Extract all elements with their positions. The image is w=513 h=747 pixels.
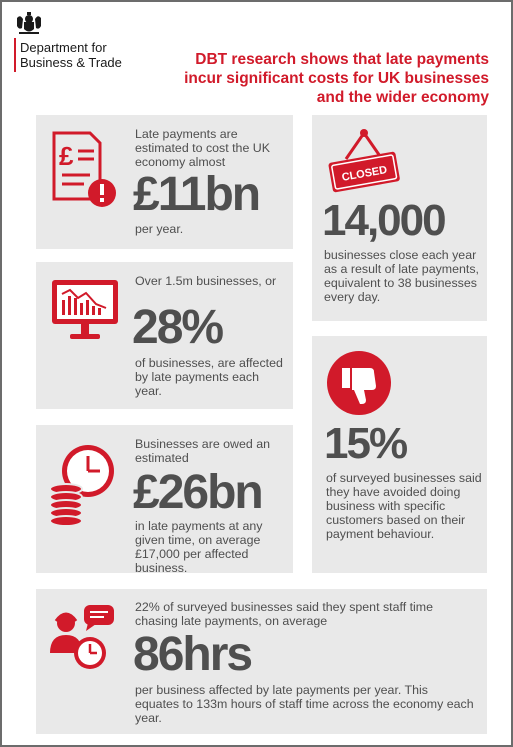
owed-post-text: in late payments at any given time, on average £17,000 per affected business.	[135, 519, 263, 575]
svg-text:£: £	[59, 141, 74, 171]
logo-red-bar	[14, 38, 16, 72]
cost-pre-text: Late payments are estimated to cost the UK economy almost	[135, 127, 270, 169]
card-avoided-customers	[312, 336, 487, 573]
staff-chat-clock-icon	[46, 603, 122, 673]
card-staff-hours	[36, 589, 487, 734]
owed-big-number: £26bn	[133, 466, 262, 519]
coins-clock-icon	[48, 441, 120, 531]
department-name: Department for Business & Trade	[20, 40, 122, 70]
monitor-chart-icon	[50, 278, 120, 344]
affected-post-text: of businesses, are affected by late payments each year.	[135, 356, 283, 398]
closures-post-text: businesses close each year as a result of late payments, equivalent to 38 businesses every day.	[324, 248, 479, 304]
card-amount-owed	[36, 425, 293, 573]
card-business-closures	[312, 115, 487, 321]
cost-big-number: £11bn	[133, 168, 260, 221]
closed-sign-icon	[324, 125, 404, 197]
closed-sign-text: CLOSED	[340, 164, 389, 184]
affected-big-number: 28%	[132, 301, 223, 354]
hours-big-number: 86hrs	[133, 628, 252, 681]
invoice-warning-icon	[50, 129, 120, 211]
cost-post-text: per year.	[135, 222, 184, 236]
hours-pre-text: 22% of surveyed businesses said they spent staff time chasing late payments, on average	[135, 600, 433, 628]
hours-post-text: per business affected by late payments per year. This equates to 133m hours of staff time across the economy each year.	[135, 683, 474, 725]
avoided-post-text: of surveyed businesses said they have avoided doing business with specific customers based on their payment behaviour.	[326, 471, 482, 541]
avoided-big-number: 15%	[324, 419, 407, 468]
page-headline: DBT research shows that late payments incur significant costs for UK businesses and the wider economy	[184, 51, 489, 106]
thumbs-down-icon	[326, 350, 392, 416]
royal-crest-icon	[14, 10, 44, 36]
closures-big-number: 14,000	[322, 196, 445, 245]
affected-pre-text: Over 1.5m businesses, or	[135, 274, 277, 288]
card-economy-cost	[36, 115, 293, 249]
owed-pre-text: Businesses are owed an estimated	[135, 437, 271, 465]
card-businesses-affected	[36, 262, 293, 409]
